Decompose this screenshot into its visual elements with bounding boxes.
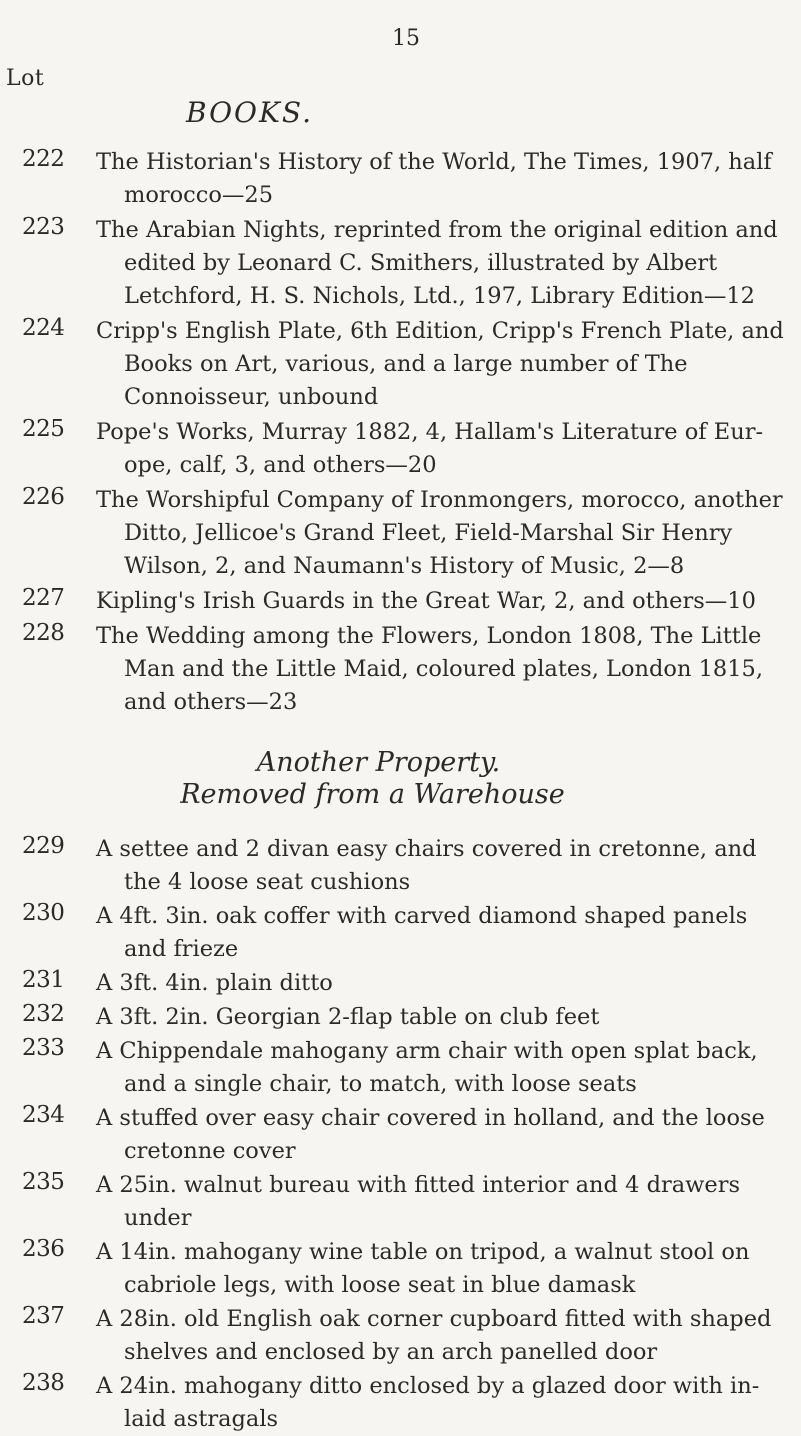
lot-description: A 4ft. 3in. oak coffer with carved diamond shaped panels and frieze bbox=[96, 903, 748, 962]
lot-number: 233 bbox=[22, 1035, 65, 1061]
lot-description: A settee and 2 divan easy chairs covered in cretonne, and the 4 loose seat cushions bbox=[96, 836, 757, 895]
lot-description: Cripp's English Plate, 6th Edition, Cripp's French Plate, and Books on Art, various, and a large number of The Connoisseur, unbound bbox=[96, 318, 784, 410]
lot-number: 228 bbox=[22, 620, 65, 646]
lot-number: 226 bbox=[22, 484, 65, 510]
lot-description: A 24in. mahogany ditto enclosed by a glazed door with in- laid astragals bbox=[96, 1373, 760, 1432]
lot-number: 225 bbox=[22, 416, 65, 442]
provenance-heading: Another Property. bbox=[256, 747, 501, 778]
lot-description: The Wedding among the Flowers, London 1808, The Little Man and the Little Maid, coloured plates, London 1815, and others—23 bbox=[96, 623, 764, 715]
lot-number: 229 bbox=[22, 833, 65, 859]
lot-description: A 3ft. 4in. plain ditto bbox=[96, 970, 333, 996]
lot-description: A Chippendale mahogany arm chair with open splat back, and a single chair, to match, with loose seats bbox=[96, 1038, 758, 1097]
lot-number: 235 bbox=[22, 1169, 65, 1195]
lot-number: 223 bbox=[22, 214, 65, 240]
lot-description: A stuffed over easy chair covered in holland, and the loose cretonne cover bbox=[96, 1105, 765, 1164]
lot-description: A 28in. old English oak corner cupboard fitted with shaped shelves and enclosed by an arch panelled door bbox=[96, 1306, 772, 1365]
lot-number: 237 bbox=[22, 1303, 65, 1329]
page-number-text: 15 bbox=[392, 26, 420, 51]
lot-description: The Arabian Nights, reprinted from the original edition and edited by Leonard C. Smithers, illustrated by Albert Letchford, H. S. Nichols, Ltd., 197, Library Edition—12 bbox=[96, 217, 778, 309]
lot-number: 222 bbox=[22, 146, 65, 172]
lot-description: A 3ft. 2in. Georgian 2-flap table on club feet bbox=[96, 1004, 600, 1030]
provenance-subheading: Removed from a Warehouse bbox=[180, 779, 565, 810]
lot-number: 236 bbox=[22, 1236, 65, 1262]
lot-number: 227 bbox=[22, 585, 65, 611]
lot-description: A 25in. walnut bureau with fitted interior and 4 drawers under bbox=[96, 1172, 741, 1231]
lot-number: 231 bbox=[22, 967, 65, 993]
lot-number: 224 bbox=[22, 315, 65, 341]
lot-description: A 14in. mahogany wine table on tripod, a walnut stool on cabriole legs, with loose seat in blue damask bbox=[96, 1239, 750, 1298]
lot-description: Pope's Works, Murray 1882, 4, Hallam's Literature of Eur- ope, calf, 3, and others—20 bbox=[96, 419, 764, 478]
lot-column-header: Lot bbox=[6, 66, 45, 91]
lot-description: Kipling's Irish Guards in the Great War, 2, and others—10 bbox=[96, 588, 756, 614]
lot-number: 232 bbox=[22, 1001, 65, 1027]
lot-number: 230 bbox=[22, 900, 65, 926]
lot-number: 238 bbox=[22, 1370, 65, 1396]
section-title: BOOKS. bbox=[186, 96, 314, 129]
lot-number: 234 bbox=[22, 1102, 65, 1128]
lot-description: The Worshipful Company of Ironmongers, morocco, another Ditto, Jellicoe's Grand Fleet, Field-Marshal Sir Henry Wilson, 2, and Naumann's History of Music, 2—8 bbox=[96, 487, 783, 579]
lot-description: The Historian's History of the World, The Times, 1907, half morocco—25 bbox=[96, 149, 772, 208]
